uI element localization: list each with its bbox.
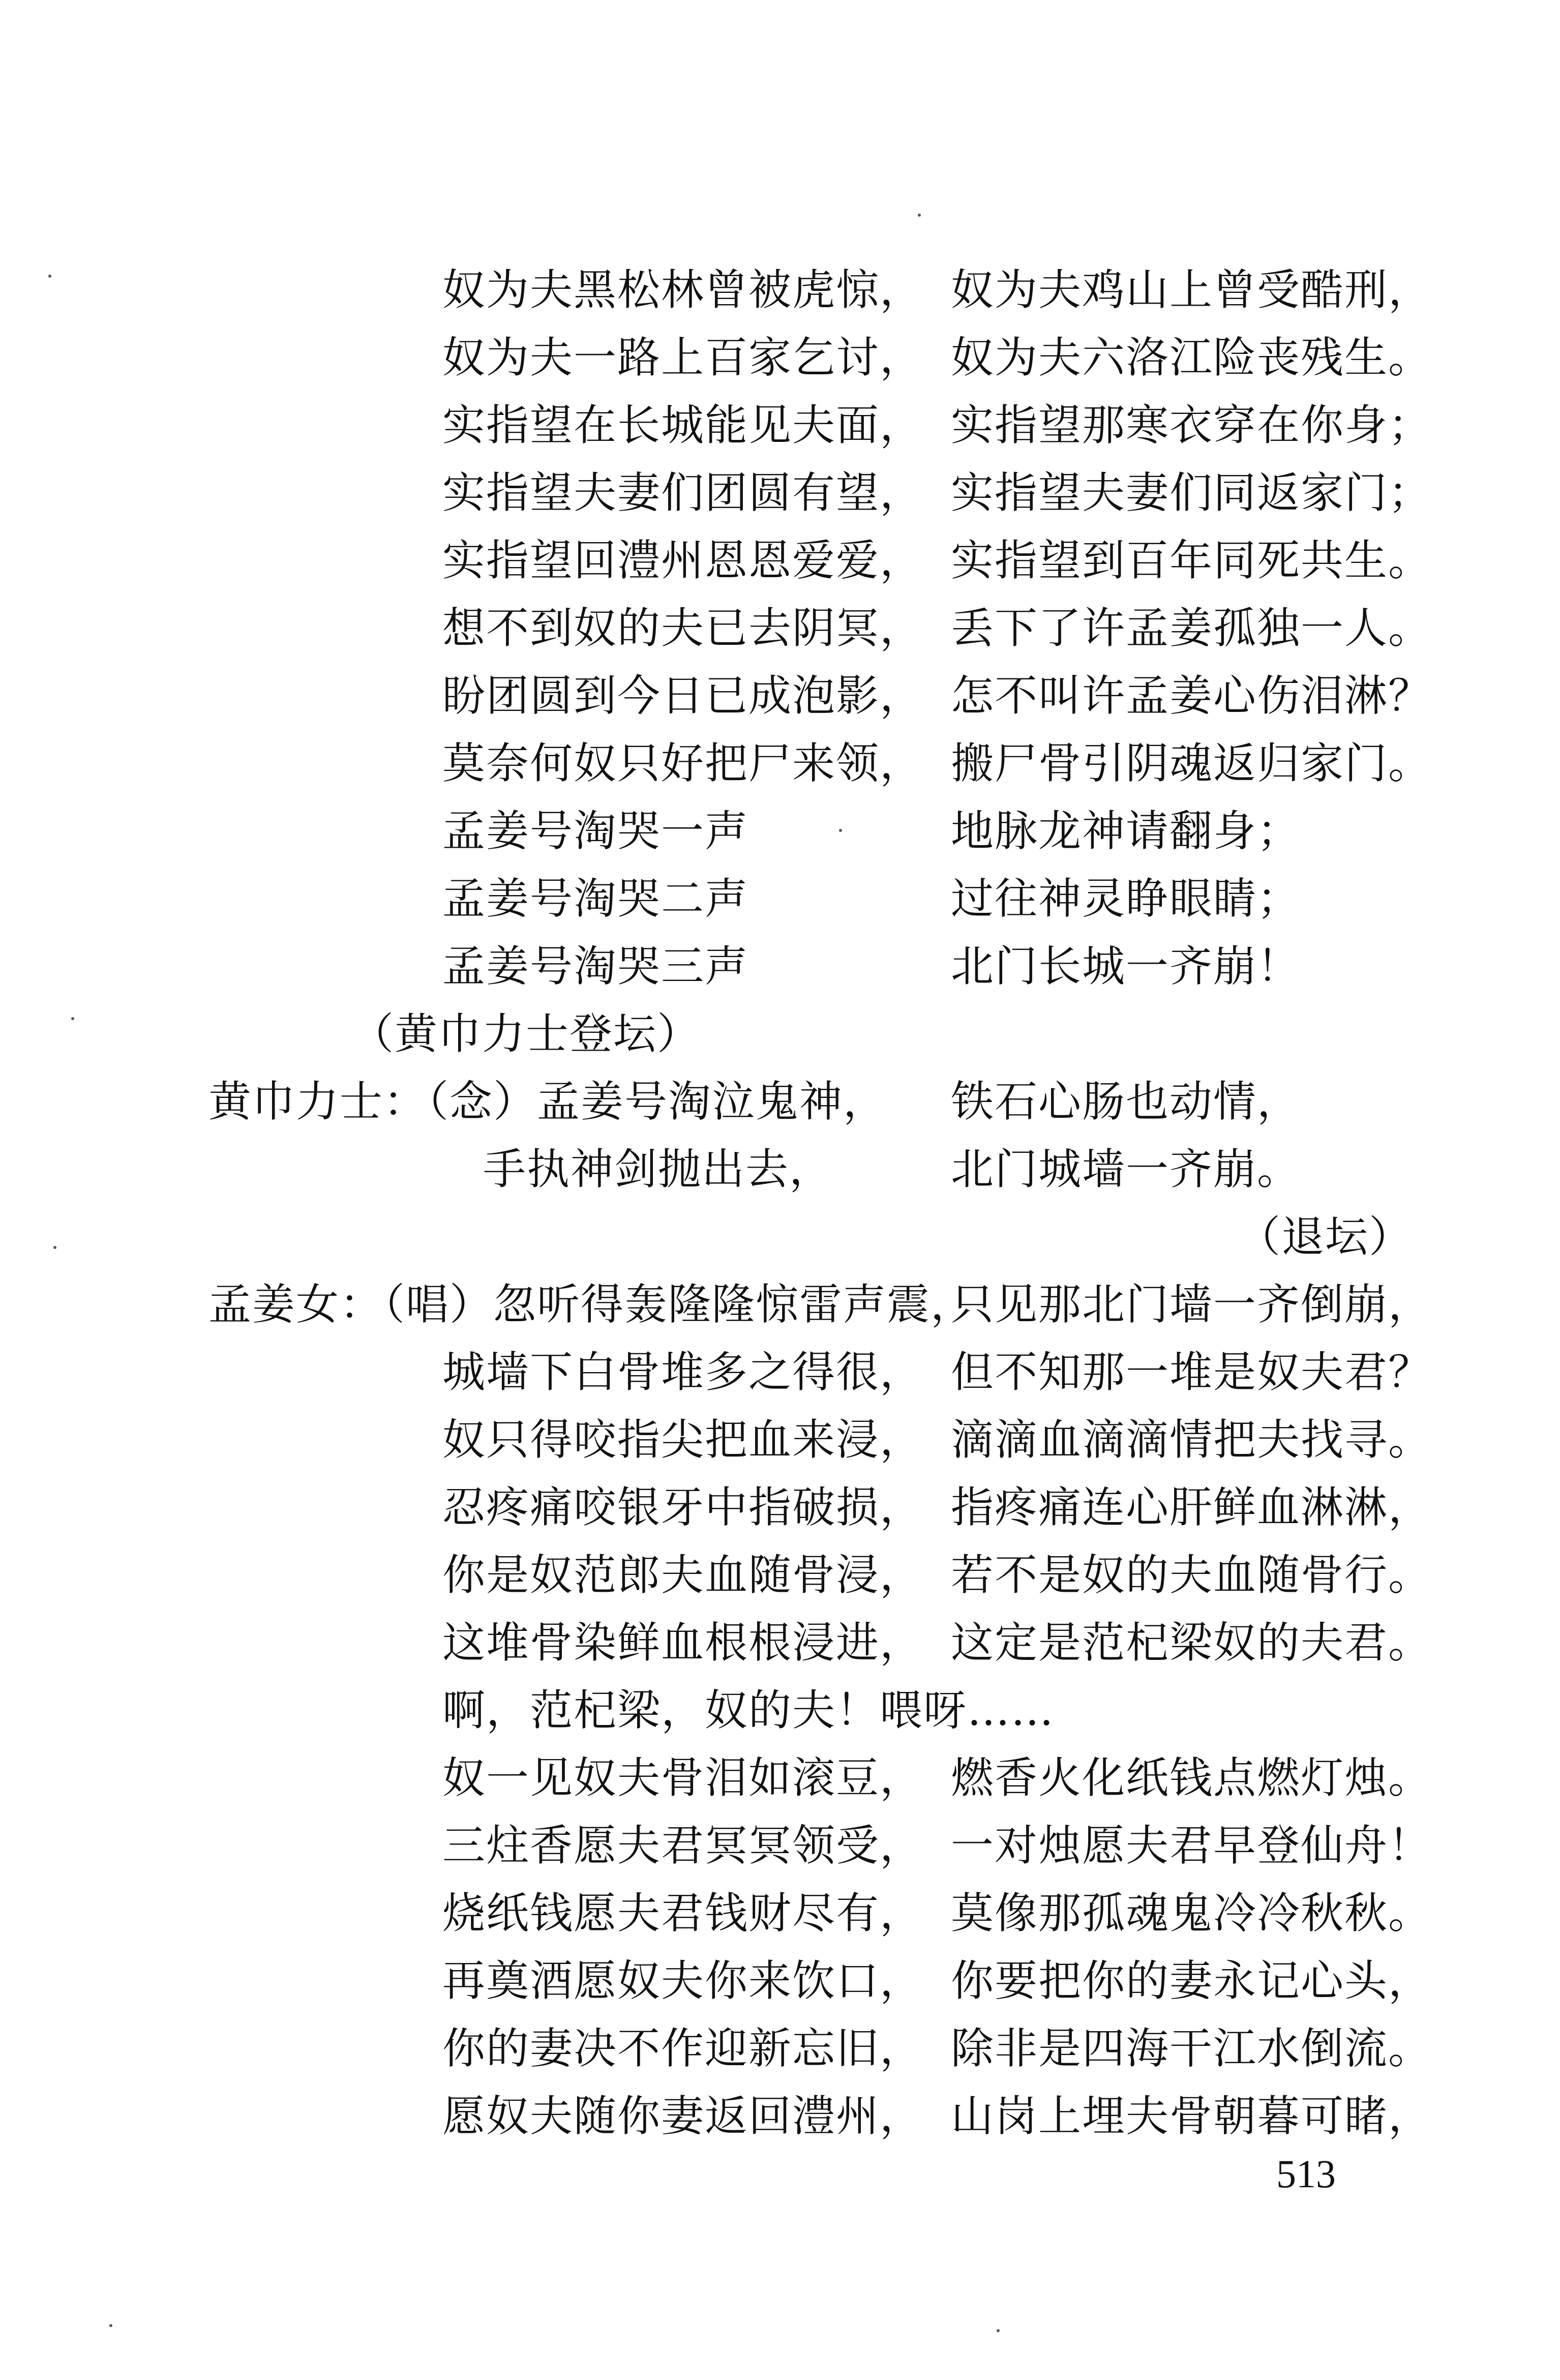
verse-line-a: 盼团圆到今日已成泡影，: [442, 671, 924, 721]
verse-line-b: 莫像那孤魂鬼冷冷秋秋。: [951, 1888, 1432, 1938]
verse-line-b: 山岗上埋夫骨朝暮可睹，: [951, 2091, 1432, 2141]
verse-line-b: 燃香火化纸钱点燃灯烛。: [951, 1753, 1432, 1803]
verse-line-b: 实指望夫妻们同返家门；: [951, 468, 1432, 518]
verse-line-b: 北门城墙一齐崩。: [951, 1144, 1301, 1194]
verse-line-b: 奴为夫六洛江险丧残生。: [951, 333, 1432, 382]
exclamation-line: 啊，范杞梁，奴的夫！喂呀……: [442, 1685, 1055, 1735]
page-number: 513: [1276, 2152, 1336, 2196]
verse-line-b: 一对烛愿夫君早登仙舟！: [951, 1821, 1432, 1870]
verse-line-a: 孟姜号淘哭三声: [442, 941, 749, 991]
stage-direction: （退坛）: [1237, 1212, 1413, 1262]
scan-speck: [997, 2329, 1000, 2332]
verse-line-b: 丢下了许孟姜孤独一人。: [951, 603, 1432, 653]
speaker-name: 黄巾力士：（念）: [208, 1077, 537, 1126]
verse-line-a: 烧纸钱愿夫君钱财尽有，: [442, 1888, 924, 1938]
verse-line-b: 地脉龙神请翻身；: [951, 806, 1301, 856]
verse-line-a: 这堆骨染鲜血根根浸进，: [442, 1618, 924, 1668]
scan-speck: [109, 2324, 112, 2327]
verse-line-a: 城墙下白骨堆多之得很，: [442, 1347, 924, 1397]
verse-line-a: 你是奴范郎夫血随骨浸，: [442, 1550, 924, 1600]
verse-line-b: 这定是范杞梁奴的夫君。: [951, 1618, 1432, 1668]
verse-line-a: 实指望回澧州恩恩爱爱，: [442, 536, 924, 585]
verse-line-b: 滴滴血滴滴情把夫找寻。: [951, 1415, 1432, 1465]
verse-line-b: 北门长城一齐崩！: [951, 941, 1301, 991]
verse-line-a: 忍疼痛咬银牙中指破损，: [442, 1482, 924, 1532]
verse-line-b: 怎不叫许孟姜心伤泪淋？: [951, 671, 1432, 721]
verse-line-b: 过往神灵睁眼睛；: [951, 874, 1301, 924]
verse-line-b: 你要把你的妻永记心头，: [951, 1956, 1432, 2006]
verse-line-a: 奴只得咬指尖把血来浸，: [442, 1415, 924, 1465]
scan-speck: [71, 1017, 74, 1020]
verse-line-a: 手执神剑抛出去，: [483, 1144, 833, 1194]
scan-speck: [53, 1246, 56, 1249]
verse-line-b: 除非是四海干江水倒流。: [951, 2024, 1432, 2073]
verse-line-b: 实指望到百年同死共生。: [951, 536, 1432, 585]
stage-direction: （黄巾力士登坛）: [351, 1009, 701, 1059]
verse-line-a: 再奠酒愿奴夫你来饮口，: [442, 1956, 924, 2006]
speaker-line: [208, 1279, 974, 1330]
verse-line-a: 奴一见奴夫骨泪如滚豆，: [442, 1753, 924, 1803]
scan-speck: [839, 829, 842, 832]
verse-line-b: 搬尸骨引阴魂返归家门。: [951, 738, 1432, 788]
speaker-name: 孟姜女：（唱）: [208, 1280, 494, 1329]
verse-line-b: 指疼痛连心肝鲜血淋淋，: [951, 1482, 1432, 1532]
verse-line-a: 孟姜号淘哭一声: [442, 806, 749, 856]
verse-line-b: 奴为夫鸡山上曾受酷刑，: [951, 265, 1432, 315]
speaker-line: [208, 1076, 887, 1127]
verse-line-b: 实指望那寒衣穿在你身；: [951, 400, 1432, 450]
verse-line-a: 三炷香愿夫君冥冥领受，: [442, 1821, 924, 1870]
verse-line-a: 想不到奴的夫已去阴冥，: [442, 603, 924, 653]
verse-line-a: 奴为夫黑松林曾被虎惊，: [442, 265, 924, 315]
verse-line-a: 你的妻决不作迎新忘旧，: [442, 2024, 924, 2073]
verse-line-a: 奴为夫一路上百家乞讨，: [442, 333, 924, 382]
scan-speck: [918, 214, 921, 217]
verse-text: 忽听得轰隆隆惊雷声震，: [493, 1280, 975, 1329]
verse-line-b: 但不知那一堆是奴夫君？: [951, 1347, 1432, 1397]
verse-line-b: 只见那北门墙一齐倒崩，: [951, 1280, 1432, 1329]
verse-text: 孟姜号淘泣鬼神，: [537, 1077, 887, 1126]
verse-line-b: 铁石心肠也动情，: [951, 1077, 1301, 1126]
verse-line-a: 孟姜号淘哭二声: [442, 874, 749, 924]
scan-speck: [48, 275, 51, 278]
verse-line-b: 若不是奴的夫血随骨行。: [951, 1550, 1432, 1600]
verse-line-a: 愿奴夫随你妻返回澧州，: [442, 2091, 924, 2141]
verse-line-a: 实指望夫妻们团圆有望，: [442, 468, 924, 518]
verse-line-a: 实指望在长城能见夫面，: [442, 400, 924, 450]
verse-line-a: 莫奈何奴只好把尸来领，: [442, 738, 924, 788]
